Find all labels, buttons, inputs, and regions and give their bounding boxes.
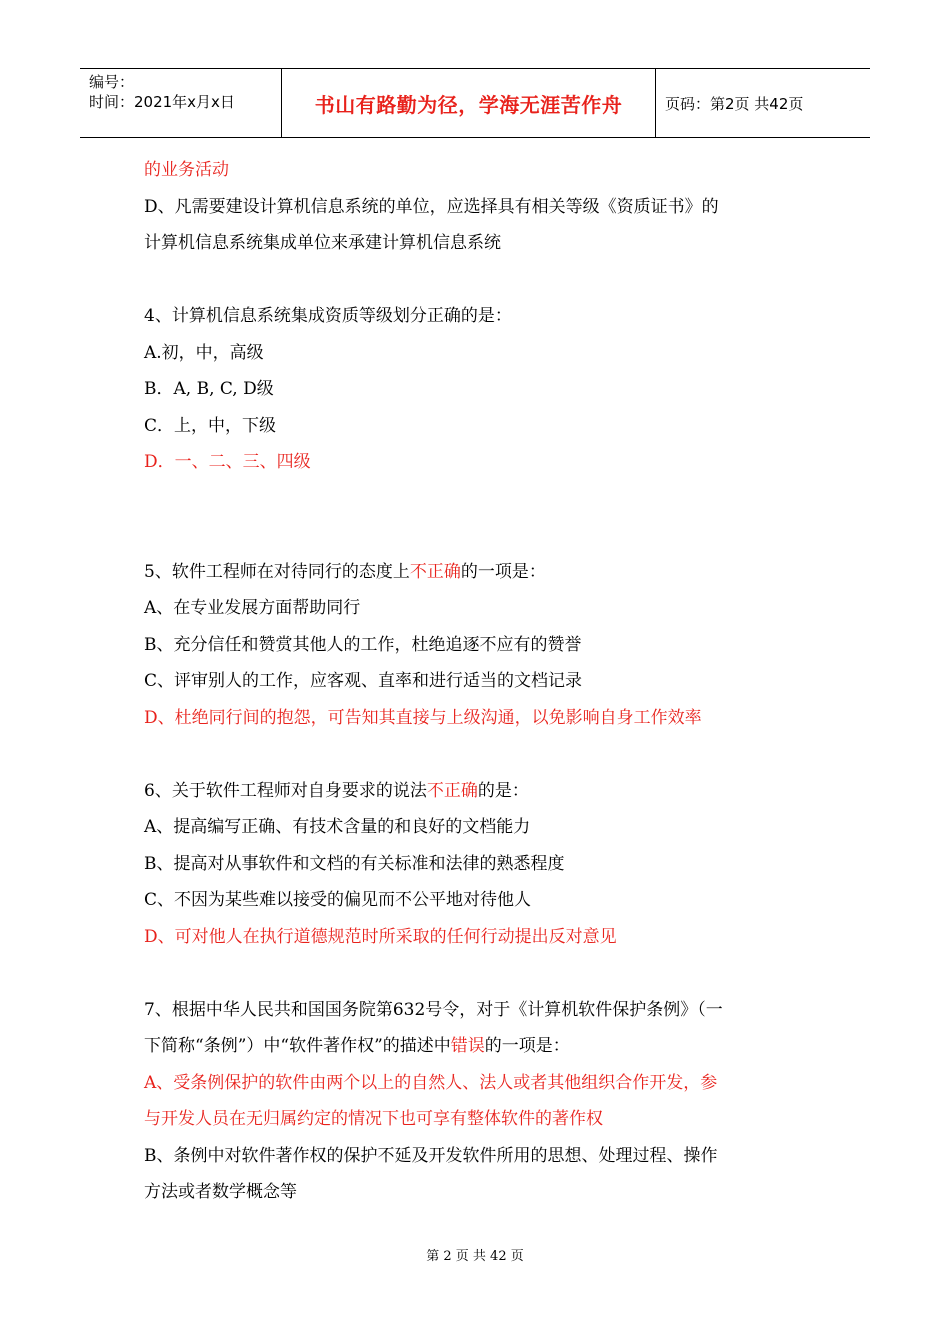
text-segment: 下简称“条例”）中“软件著作权”的描述中 [144, 1036, 451, 1056]
text-segment: B．A, B, C, D级 [144, 379, 274, 399]
text-segment: B、充分信任和赞赏其他人的工作，杜绝追逐不应有的赞誉 [144, 634, 582, 655]
text-segment: 方法或者数学概念等 [144, 1182, 297, 1202]
text-segment: C．上，中，下级 [144, 415, 277, 436]
text-line [144, 846, 814, 883]
text-segment: 4、计算机信息系统集成资质等级划分正确的是： [144, 306, 512, 326]
text-line [144, 663, 814, 700]
highlighted-text: A、受条例保护的软件由两个以上的自然人、法人或者其他组织合作开发，参 [144, 1072, 718, 1093]
highlighted-text: D、可对他人在执行道德规范时所采取的任何行动提出反对意见 [144, 926, 617, 947]
text-segment: 7、根据中华人民共和国国务院第632号令，对于《计算机软件保护条例》（一 [144, 999, 723, 1020]
text-segment: A.初，中，高级 [144, 342, 264, 363]
paragraph-spacer [144, 481, 814, 554]
text-line [144, 700, 814, 737]
highlighted-text: D、杜绝同行间的抱怨，可告知其直接与上级沟通，以免影响自身工作效率 [144, 707, 702, 728]
text-line [144, 371, 814, 408]
text-segment: B、提高对从事软件和文档的有关标准和法律的熟悉程度 [144, 853, 565, 874]
text-line [144, 1138, 814, 1175]
text-line [144, 919, 814, 956]
document-header [80, 68, 870, 138]
text-line [144, 1028, 814, 1065]
text-segment: B、条例中对软件著作权的保护不延及开发软件所用的思想、处理过程、操作 [144, 1145, 718, 1166]
text-segment: D、凡需要建设计算机信息系统的单位，应选择具有相关等级《资质证书》的 [144, 196, 719, 217]
header-meta-cell [80, 69, 282, 137]
text-segment: A、在专业发展方面帮助同行 [144, 598, 361, 618]
text-segment: 5、软件工程师在对待同行的态度上 [144, 561, 410, 582]
document-number-label: 编号： [89, 73, 135, 91]
text-line [144, 882, 814, 919]
text-line [144, 554, 814, 591]
text-line [144, 335, 814, 372]
text-segment: C、评审别人的工作，应客观、直率和进行适当的文档记录 [144, 671, 583, 691]
paragraph-spacer [144, 262, 814, 299]
text-segment: 6、关于软件工程师对自身要求的说法 [144, 780, 427, 801]
text-line [144, 809, 814, 846]
text-segment: A、提高编写正确、有技术含量的和良好的文档能力 [144, 817, 531, 837]
highlighted-text: 不正确 [426, 780, 478, 801]
paragraph-spacer [144, 736, 814, 773]
text-segment: C、不因为某些难以接受的偏见而不公平地对待他人 [144, 890, 532, 910]
header-page-cell [656, 69, 870, 137]
header-motto: 书山有路勤为径，学海无涯苦作舟 [314, 92, 623, 117]
highlighted-text: 不正确 [409, 561, 461, 582]
document-body [144, 152, 814, 1211]
text-line [144, 627, 814, 664]
highlighted-text: 与开发人员在无归属约定的情况下也可享有整体软件的著作权 [144, 1109, 603, 1129]
highlighted-text: D．一、二、三、四级 [144, 452, 311, 472]
text-line [144, 992, 814, 1029]
text-segment: 的一项是： [460, 561, 546, 582]
text-line [144, 590, 814, 627]
header-page-info: 页码：第2页 共42页 [665, 94, 804, 113]
document-time-label: 时间：2021年x月x日 [89, 93, 235, 111]
text-line [144, 1065, 814, 1102]
text-line [144, 298, 814, 335]
text-line [144, 225, 814, 262]
highlighted-text: 错误 [450, 1036, 485, 1056]
text-line [144, 1101, 814, 1138]
text-segment: 的一项是： [484, 1036, 570, 1056]
text-line [144, 444, 814, 481]
text-line [144, 189, 814, 226]
text-line [144, 773, 814, 810]
header-motto-cell [282, 69, 656, 137]
text-line [144, 152, 814, 189]
text-line [144, 1174, 814, 1211]
text-segment: 的是： [477, 780, 529, 801]
highlighted-text: 的业务活动 [144, 160, 229, 180]
page-footer: 第 2 页 共 42 页 [426, 1249, 524, 1264]
paragraph-spacer [144, 955, 814, 992]
text-segment: 计算机信息系统集成单位来承建计算机信息系统 [144, 233, 501, 253]
text-line [144, 408, 814, 445]
